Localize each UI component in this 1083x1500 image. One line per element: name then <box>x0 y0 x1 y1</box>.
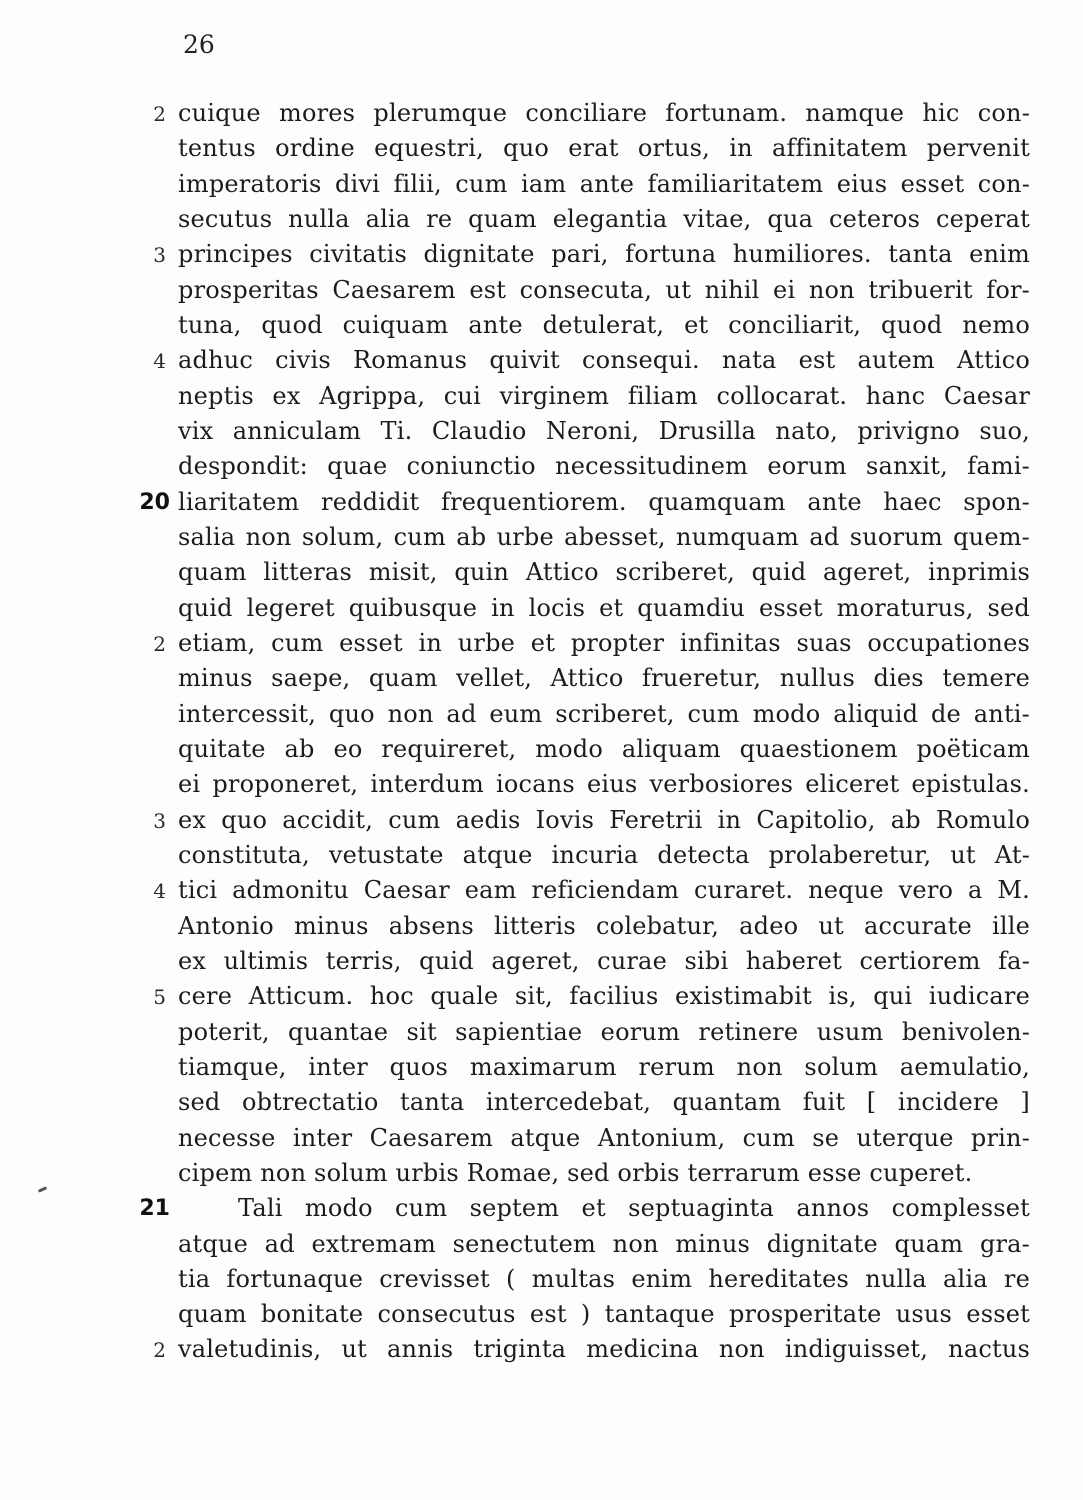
text-line <box>0 838 1083 873</box>
line-text: quam litteras misit, quin Attico scriberet, quid ageret, inprimis <box>178 558 1030 587</box>
line-text: liaritatem reddidit frequentiorem. quamquam ante haec spon- <box>178 487 1030 516</box>
section-number: 3 <box>153 808 166 833</box>
line-text: imperatoris divi filii, cum iam ante familiaritatem eius esset con- <box>178 169 1030 198</box>
chapter-number: 20 <box>139 489 170 515</box>
text-line <box>0 1121 1083 1156</box>
line-text: vix anniculam Ti. Claudio Neroni, Drusilla nato, privigno suo, <box>178 416 1030 445</box>
text-line <box>0 1297 1083 1332</box>
text-line <box>0 449 1083 484</box>
text-line <box>0 273 1083 308</box>
line-text: tuna, quod cuiquam ante detulerat, et conciliarit, quod nemo <box>178 310 1030 339</box>
line-text: Antonio minus absens litteris colebatur, adeo ut accurate ille <box>178 911 1030 940</box>
text-line <box>0 131 1083 166</box>
section-number: 5 <box>153 985 166 1010</box>
chapter-number: 21 <box>139 1196 170 1222</box>
line-text: Tali modo cum septem et septuaginta annos complesset <box>238 1194 1030 1223</box>
line-text: valetudinis, ut annis triginta medicina non indiguisset, nactus <box>178 1335 1030 1364</box>
text-line <box>0 873 1083 908</box>
text-line <box>0 979 1083 1014</box>
section-number: 3 <box>153 243 166 268</box>
section-number: 4 <box>153 349 166 374</box>
line-text: minus saepe, quam vellet, Attico frueretur, nullus dies temere <box>178 664 1030 693</box>
line-text: salia non solum, cum ab urbe abesset, numquam ad suorum quem- <box>178 522 1030 551</box>
line-text: secutus nulla alia re quam elegantia vitae, qua ceteros ceperat <box>178 204 1030 233</box>
text-line <box>0 767 1083 802</box>
text-line <box>0 1015 1083 1050</box>
section-number: 2 <box>153 631 166 656</box>
line-text: poterit, quantae sit sapientiae eorum retinere usum benivolen- <box>178 1017 1030 1046</box>
text-line <box>0 1191 1083 1226</box>
text-line <box>0 944 1083 979</box>
line-text: ei proponeret, interdum iocans eius verbosiores eliceret epistulas. <box>178 770 1030 799</box>
line-text: cuique mores plerumque conciliare fortunam. namque hic con- <box>178 99 1030 127</box>
text-line <box>0 1050 1083 1085</box>
text-line <box>0 167 1083 202</box>
text-line <box>0 237 1083 272</box>
text-line <box>0 414 1083 449</box>
section-number: 2 <box>153 102 166 126</box>
line-text: tiamque, inter quos maximarum rerum non solum aemulatio, <box>178 1052 1030 1081</box>
text-line <box>0 909 1083 944</box>
line-text: tici admonitu Caesar eam reficiendam curaret. neque vero a M. <box>178 876 1030 905</box>
section-number: 2 <box>153 1338 166 1363</box>
section-number: 4 <box>153 879 166 904</box>
line-text: etiam, cum esset in urbe et propter infinitas suas occupationes <box>178 628 1030 657</box>
line-text: quid legeret quibusque in locis et quamdiu esset moraturus, sed <box>178 593 1030 622</box>
line-text: prosperitas Caesarem est consecuta, ut nihil ei non tribuerit for- <box>178 275 1030 304</box>
text-line <box>0 697 1083 732</box>
line-text: cipem non solum urbis Romae, sed orbis terrarum esse cuperet. <box>178 1158 973 1187</box>
text-line <box>0 96 1083 131</box>
text-line <box>0 1227 1083 1262</box>
text-line <box>0 485 1083 520</box>
line-text: principes civitatis dignitate pari, fortuna humiliores. tanta enim <box>178 240 1030 269</box>
page-number: 26 <box>183 30 215 59</box>
line-text: neptis ex Agrippa, cui virginem filiam collocarat. hanc Caesar <box>178 381 1030 410</box>
line-text: necesse inter Caesarem atque Antonium, cum se uterque prin- <box>178 1123 1030 1152</box>
line-text: tentus ordine equestri, quo erat ortus, in affinitatem pervenit <box>178 134 1030 163</box>
line-text: atque ad extremam senectutem non minus dignitate quam gra- <box>178 1229 1030 1258</box>
text-line <box>0 555 1083 590</box>
text-block <box>0 96 1083 1368</box>
text-line <box>0 732 1083 767</box>
line-text: tia fortunaque crevisset ( multas enim hereditates nulla alia re <box>178 1264 1030 1293</box>
line-text: quam bonitate consecutus est ) tantaque prosperitate usus esset <box>178 1300 1030 1329</box>
line-text: quitate ab eo requireret, modo aliquam quaestionem poëticam <box>178 734 1030 763</box>
text-line <box>0 1085 1083 1120</box>
line-text: ex quo accidit, cum aedis Iovis Feretrii in Capitolio, ab Romulo <box>178 805 1030 834</box>
text-line <box>0 343 1083 378</box>
line-text: ex ultimis terris, quid ageret, curae sibi haberet certiorem fa- <box>178 946 1030 975</box>
text-line <box>0 379 1083 414</box>
line-text: adhuc civis Romanus quivit consequi. nata est autem Attico <box>178 346 1030 375</box>
text-line <box>0 1332 1083 1367</box>
line-text: cere Atticum. hoc quale sit, facilius existimabit is, qui iudicare <box>178 982 1030 1011</box>
text-line <box>0 202 1083 237</box>
text-line <box>0 1156 1083 1191</box>
line-text: constituta, vetustate atque incuria detecta prolaberetur, ut At- <box>178 840 1030 869</box>
line-text: sed obtrectatio tanta intercedebat, quantam fuit [ incidere ] <box>178 1088 1030 1117</box>
text-line <box>0 1262 1083 1297</box>
line-text: despondit: quae coniunctio necessitudinem eorum sanxit, fami- <box>178 452 1030 481</box>
text-line <box>0 661 1083 696</box>
text-line <box>0 308 1083 343</box>
line-text: intercessit, quo non ad eum scriberet, cum modo aliquid de anti- <box>178 699 1030 728</box>
text-line <box>0 803 1083 838</box>
text-line <box>0 626 1083 661</box>
text-line <box>0 591 1083 626</box>
text-line <box>0 520 1083 555</box>
